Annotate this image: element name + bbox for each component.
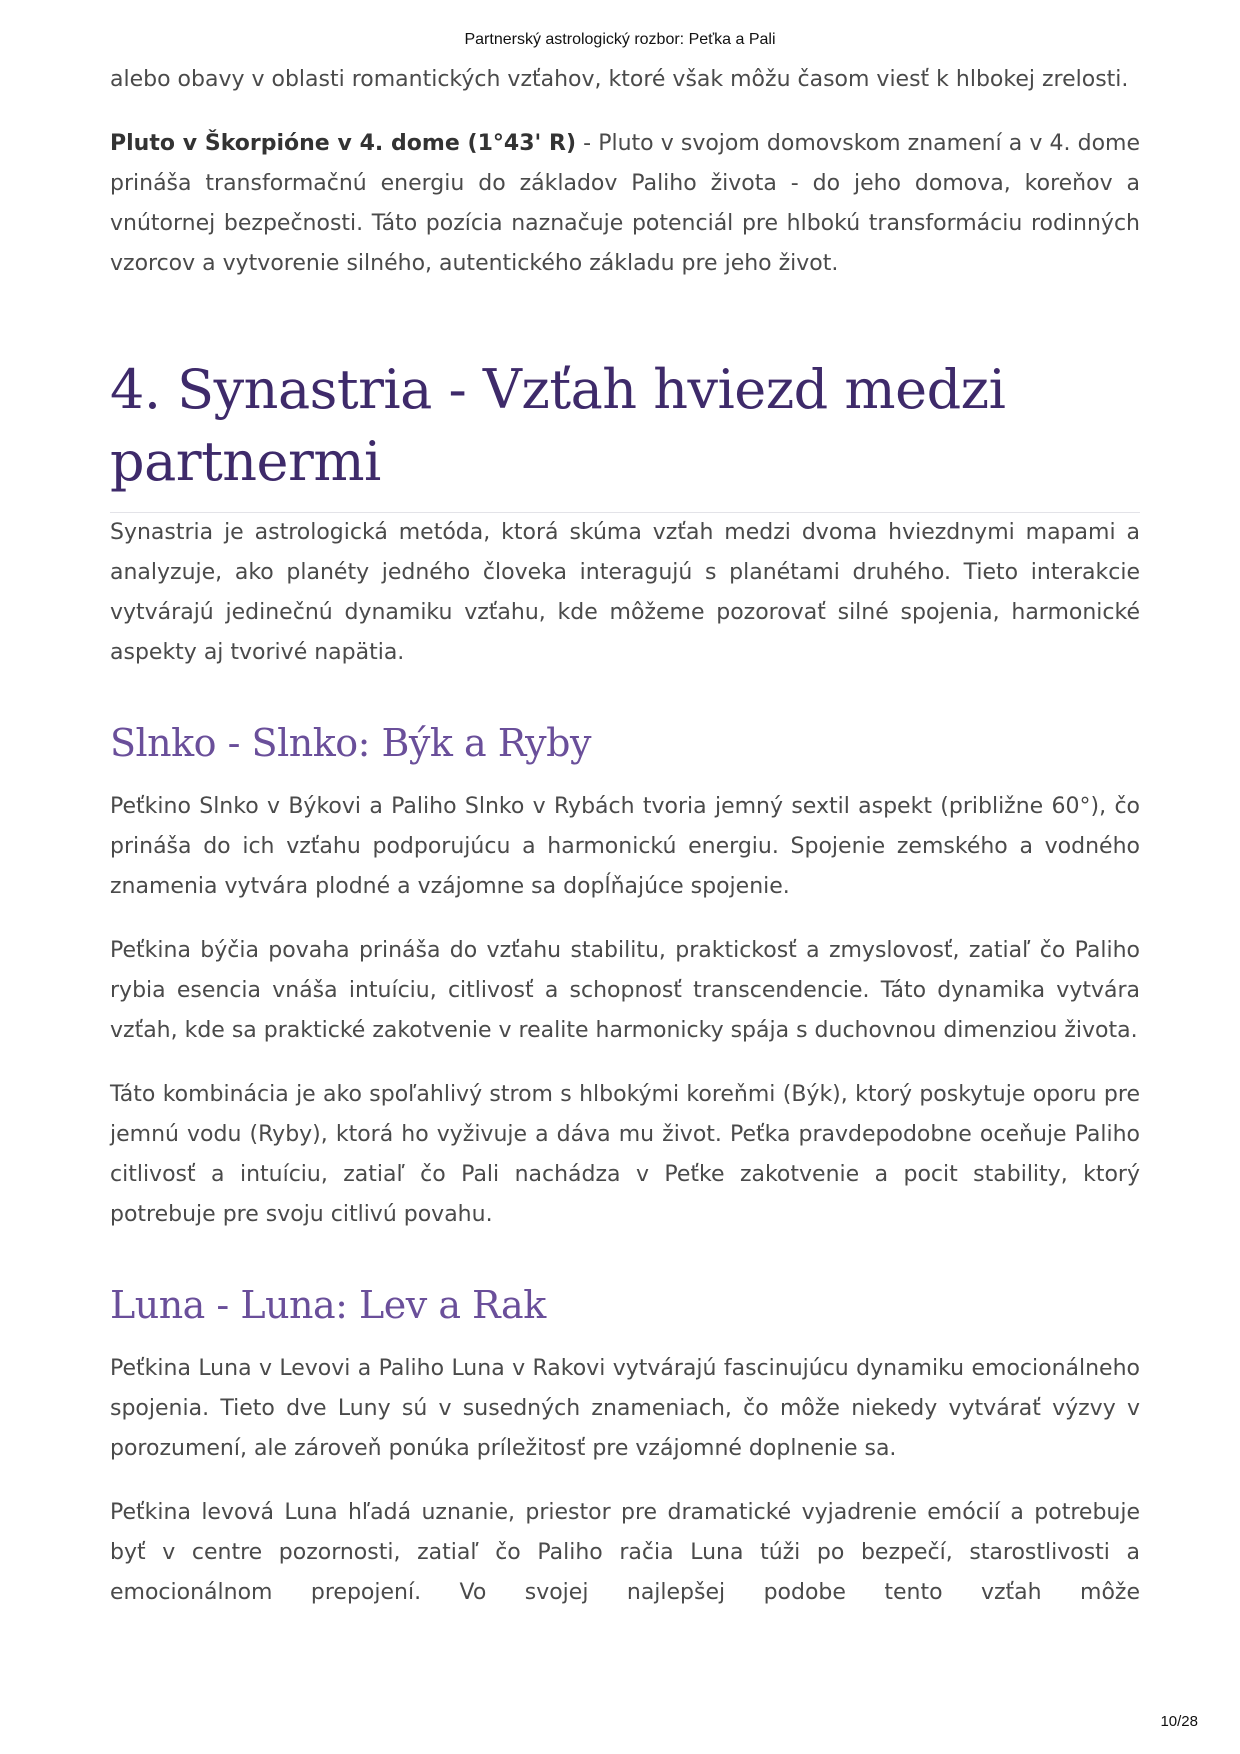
running-header: Partnerský astrologický rozbor: Peťka a Pali xyxy=(464,31,776,48)
section-heading: 4. Synastria - Vzťah hviezd medzi partnermi xyxy=(110,354,1140,513)
moon-paragraph-1: Peťkina Luna v Levovi a Paliho Luna v Rakovi vytvárajú fascinujúcu dynamiku emocionálneho spojenia. Tieto dve Luny sú v susedných znameniach, čo môže niekedy vytvárať výzvy v porozumení, ale zároveň ponúka príležitosť pre vzájomné doplnenie sa. xyxy=(110,1356,1140,1461)
continuation-paragraph: alebo obavy v oblasti romantických vzťahov, ktoré však môžu časom viesť k hlbokej zrelosti. xyxy=(110,67,1129,92)
pluto-text: - Pluto v svojom domovskom znamení a v 4. dome prináša transformačnú energiu do základov Paliho života - do jeho domova, koreňov a vnútornej bezpečnosti. Táto pozícia naznačuje potenciál pre hlbokú transformáciu rodinných vzorcov a vytvorenie silného, autentického základu pre jeho život. xyxy=(110,131,1141,276)
moon-heading: Luna - Luna: Lev a Rak xyxy=(110,1283,546,1327)
page-content xyxy=(110,60,1140,1637)
moon-paragraph-2: Peťkina levová Luna hľadá uznanie, priestor pre dramatické vyjadrenie emócií a potrebuje byť v centre pozornosti, zatiaľ čo Paliho račia Luna túži po bezpečí, starostlivosti a emocionálnom prepojení. Vo svojej najlepšej podobe tento vzťah môže xyxy=(110,1500,1140,1605)
sun-paragraph-1: Peťkino Slnko v Býkovi a Paliho Slnko v Rybách tvoria jemný sextil aspekt (približne 60°), čo prináša do ich vzťahu podporujúcu a harmonickú energiu. Spojenie zemského a vodného znamenia vytvára plodné a vzájomne sa dopĺňajúce spojenie. xyxy=(110,794,1140,899)
section-intro-paragraph: Synastria je astrologická metóda, ktorá skúma vzťah medzi dvoma hviezdnymi mapami a analyzuje, ako planéty jedného človeka interagujú s planétami druhého. Tieto interakcie vytvárajú jedinečnú dynamiku vzťahu, kde môžeme pozorovať silné spojenia, harmonické aspekty aj tvorivé napätia. xyxy=(110,520,1140,665)
sun-heading: Slnko - Slnko: Býk a Ryby xyxy=(110,721,591,765)
page-number: 10/28 xyxy=(1160,1713,1198,1730)
sun-paragraph-2: Peťkina býčia povaha prináša do vzťahu stabilitu, praktickosť a zmyslovosť, zatiaľ čo Paliho rybia esencia vnáša intuíciu, citlivosť a schopnosť transcendencie. Táto dynamika vytvára vzťah, kde sa praktické zakotvenie v realite harmonicky spája s duchovnou dimenziou života. xyxy=(110,938,1140,1043)
pluto-paragraph xyxy=(110,124,1140,284)
pluto-lead: Pluto v Škorpióne v 4. dome (1°43' R) xyxy=(110,131,577,156)
sun-paragraph-3: Táto kombinácia je ako spoľahlivý strom s hlbokými koreňmi (Býk), ktorý poskytuje oporu pre jemnú vodu (Ryby), ktorá ho vyživuje a dáva mu život. Peťka pravdepodobne oceňuje Paliho citlivosť a intuíciu, zatiaľ čo Pali nachádza v Peťke zakotvenie a pocit stability, ktorý potrebuje pre svoju citlivú povahu. xyxy=(110,1082,1140,1227)
